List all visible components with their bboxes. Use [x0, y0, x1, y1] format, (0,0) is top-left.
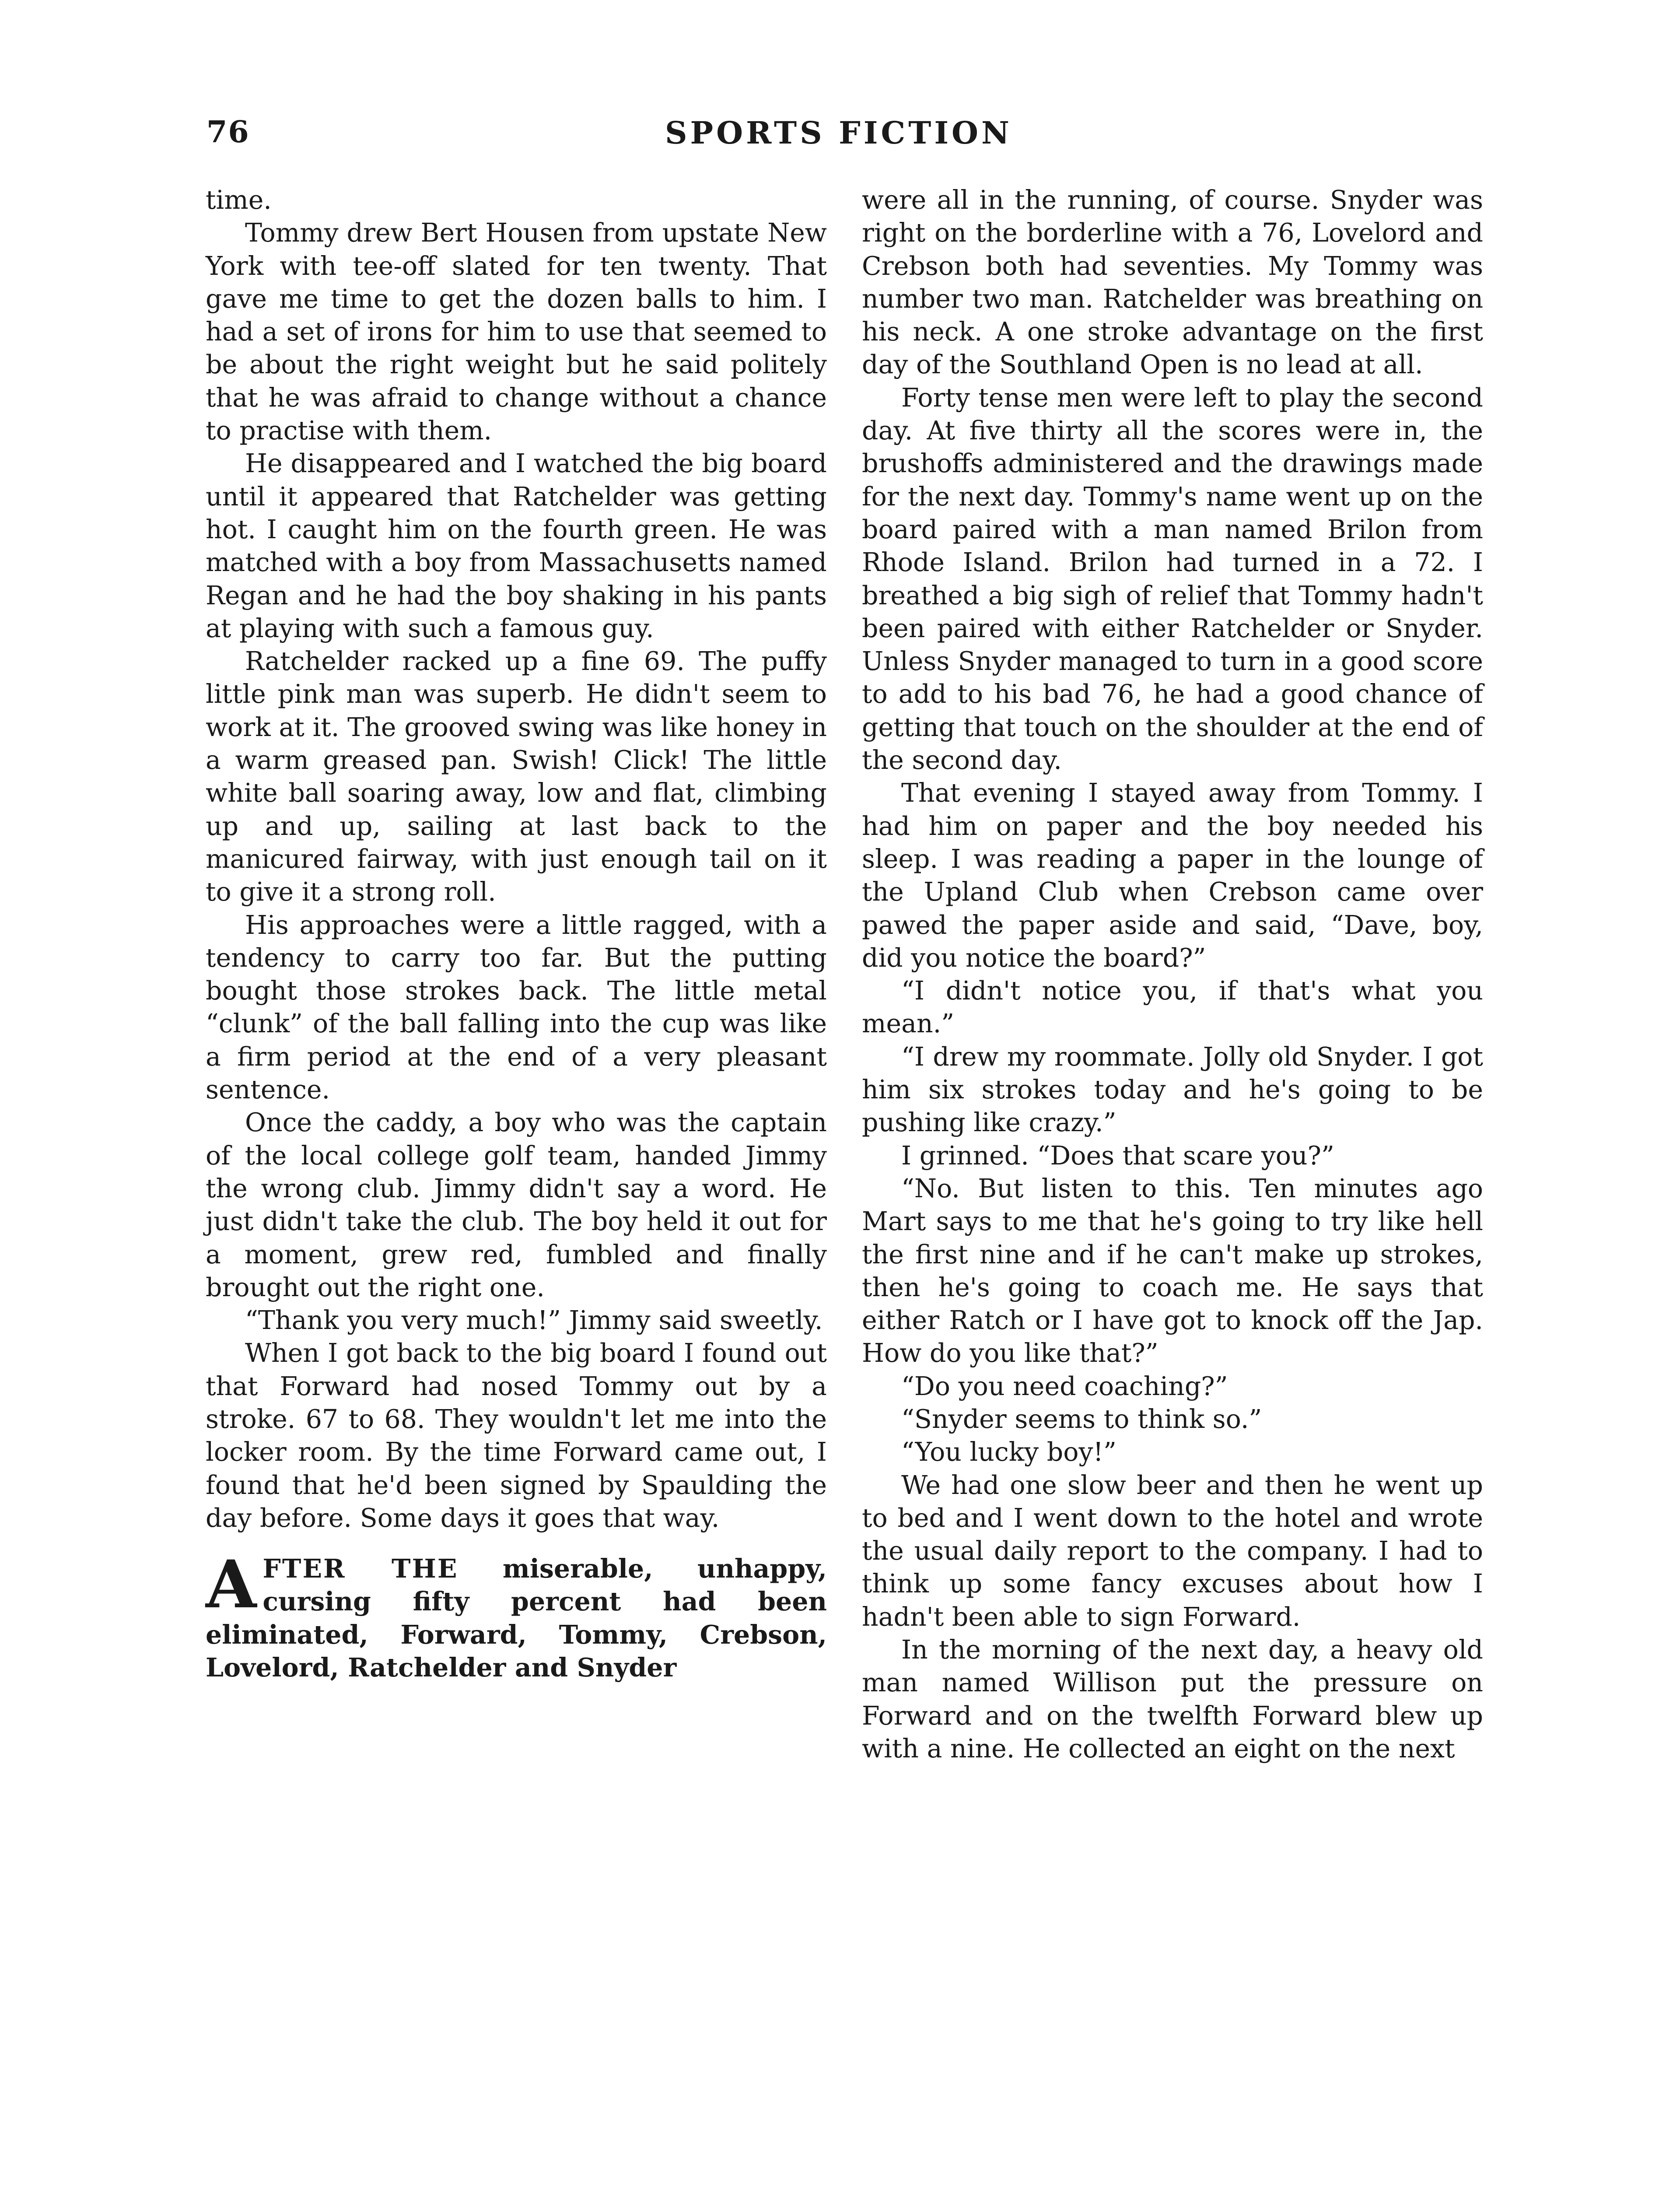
paragraph: That evening I stayed away from Tommy. I had him on paper and the boy needed his sleep. I was reading a paper in the lounge of the Upland Club when Crebson came over pawed the paper aside and said, “Dave, boy, did you notice the board?”	[862, 778, 1483, 973]
page-number: 76	[206, 115, 250, 150]
paragraph: “Thank you very much!” Jimmy said sweetly.	[245, 1305, 823, 1336]
opener-text: miserable, unhappy, cursing fifty percent had been eliminated, Forward, Tommy, Crebson, Lovelord, Ratchelder and Snyder	[206, 1553, 827, 1683]
right-column	[862, 184, 1483, 1765]
paragraph: His approaches were a little ragged, with a tendency to carry too far. But the putting bought those strokes back. The little metal “clunk” of the ball falling into the cup was like a firm period at the end of a very pleasant sentence.	[206, 910, 827, 1105]
paragraph: Once the caddy, a boy who was the captain of the local college golf team, handed Jimmy the wrong club. Jimmy didn't say a word. He just didn't take the club. The boy held it out for a moment, grew red, fumbled and finally brought out the right one.	[206, 1108, 827, 1302]
page-header	[206, 115, 1471, 163]
paragraph: When I got back to the big board I found out that Forward had nosed Tommy out by a stroke. 67 to 68. They wouldn't let me into the locker room. By the time Forward came out, I found that he'd been signed by Spaulding the day before. Some days it goes that way.	[206, 1338, 827, 1533]
paragraph: were all in the running, of course. Snyder was right on the borderline with a 76, Lovelord and Crebson both had seventies. My Tommy was number two man. Ratchelder was breathing on his neck. A one stroke advantage on the first day of the Southland Open is no lead at all.	[862, 185, 1483, 380]
paragraph: Ratchelder racked up a fine 69. The puffy little pink man was superb. He didn't seem to work at it. The grooved swing was like honey in a warm greased pan. Swish! Click! The little white ball soaring away, low and flat, climbing up and up, sailing at last back to the manicured fairway, with just enough tail on it to give it a strong roll.	[206, 646, 827, 907]
drop-cap: A	[206, 1546, 257, 1623]
paragraph: In the morning of the next day, a heavy old man named Willison put the pressure on Forward and on the twelfth Forward blew up with a nine. He collected an eight on the next	[862, 1635, 1483, 1764]
paragraph: time.	[206, 185, 272, 215]
left-column	[206, 184, 827, 1684]
paragraph: “I didn't notice you, if that's what you mean.”	[862, 976, 1483, 1039]
section-break	[206, 1535, 827, 1552]
paragraph: Forty tense men were left to play the second day. At five thirty all the scores were in, the brushoffs administered and the drawings made for the next day. Tommy's name went up on the board paired with a man named Brilon from Rhode Island. Brilon had turned in a 72. I breathed a big sigh of relief that Tommy hadn't been paired with either Ratchelder or Snyder. Unless Snyder managed to turn in a good score to add to his bad 76, he had a good chance of getting that touch on the shoulder at the end of the second day.	[862, 382, 1483, 775]
paragraph: “I drew my roommate. Jolly old Snyder. I got him six strokes today and he's going to be pushing like crazy.”	[862, 1041, 1483, 1138]
paragraph: He disappeared and I watched the big board until it appeared that Ratchelder was getting hot. I caught him on the fourth green. He was matched with a boy from Massachusetts named Regan and he had the boy shaking in his pants at playing with such a famous guy.	[206, 449, 827, 643]
paragraph: “You lucky boy!”	[901, 1437, 1116, 1467]
opener-caps: FTER THE	[262, 1553, 458, 1584]
paragraph: I grinned. “Does that scare you?”	[901, 1140, 1334, 1171]
paragraph: We had one slow beer and then he went up to bed and I went down to the hotel and wrote the usual daily report to the company. I had to think up some fancy excuses about how I hadn't been able to sign Forward.	[862, 1470, 1483, 1632]
paragraph: Tommy drew Bert Housen from upstate New York with tee-off slated for ten twenty. That gave me time to get the dozen balls to him. I had a set of irons for him to use that seemed to be about the right weight but he said politely that he was afraid to change without a chance to practise with them.	[206, 218, 827, 446]
paragraph: “Do you need coaching?”	[901, 1371, 1228, 1401]
running-head: SPORTS FICTION	[665, 115, 1013, 151]
paragraph: “No. But listen to this. Ten minutes ago Mart says to me that he's going to try like hell the first nine and if he can't make up strokes, then he's going to coach me. He says that either Ratch or I have got to knock off the Jap. How do you like that?”	[862, 1173, 1483, 1368]
paragraph: “Snyder seems to think so.”	[901, 1404, 1262, 1434]
section-opener-paragraph	[206, 1546, 827, 1684]
